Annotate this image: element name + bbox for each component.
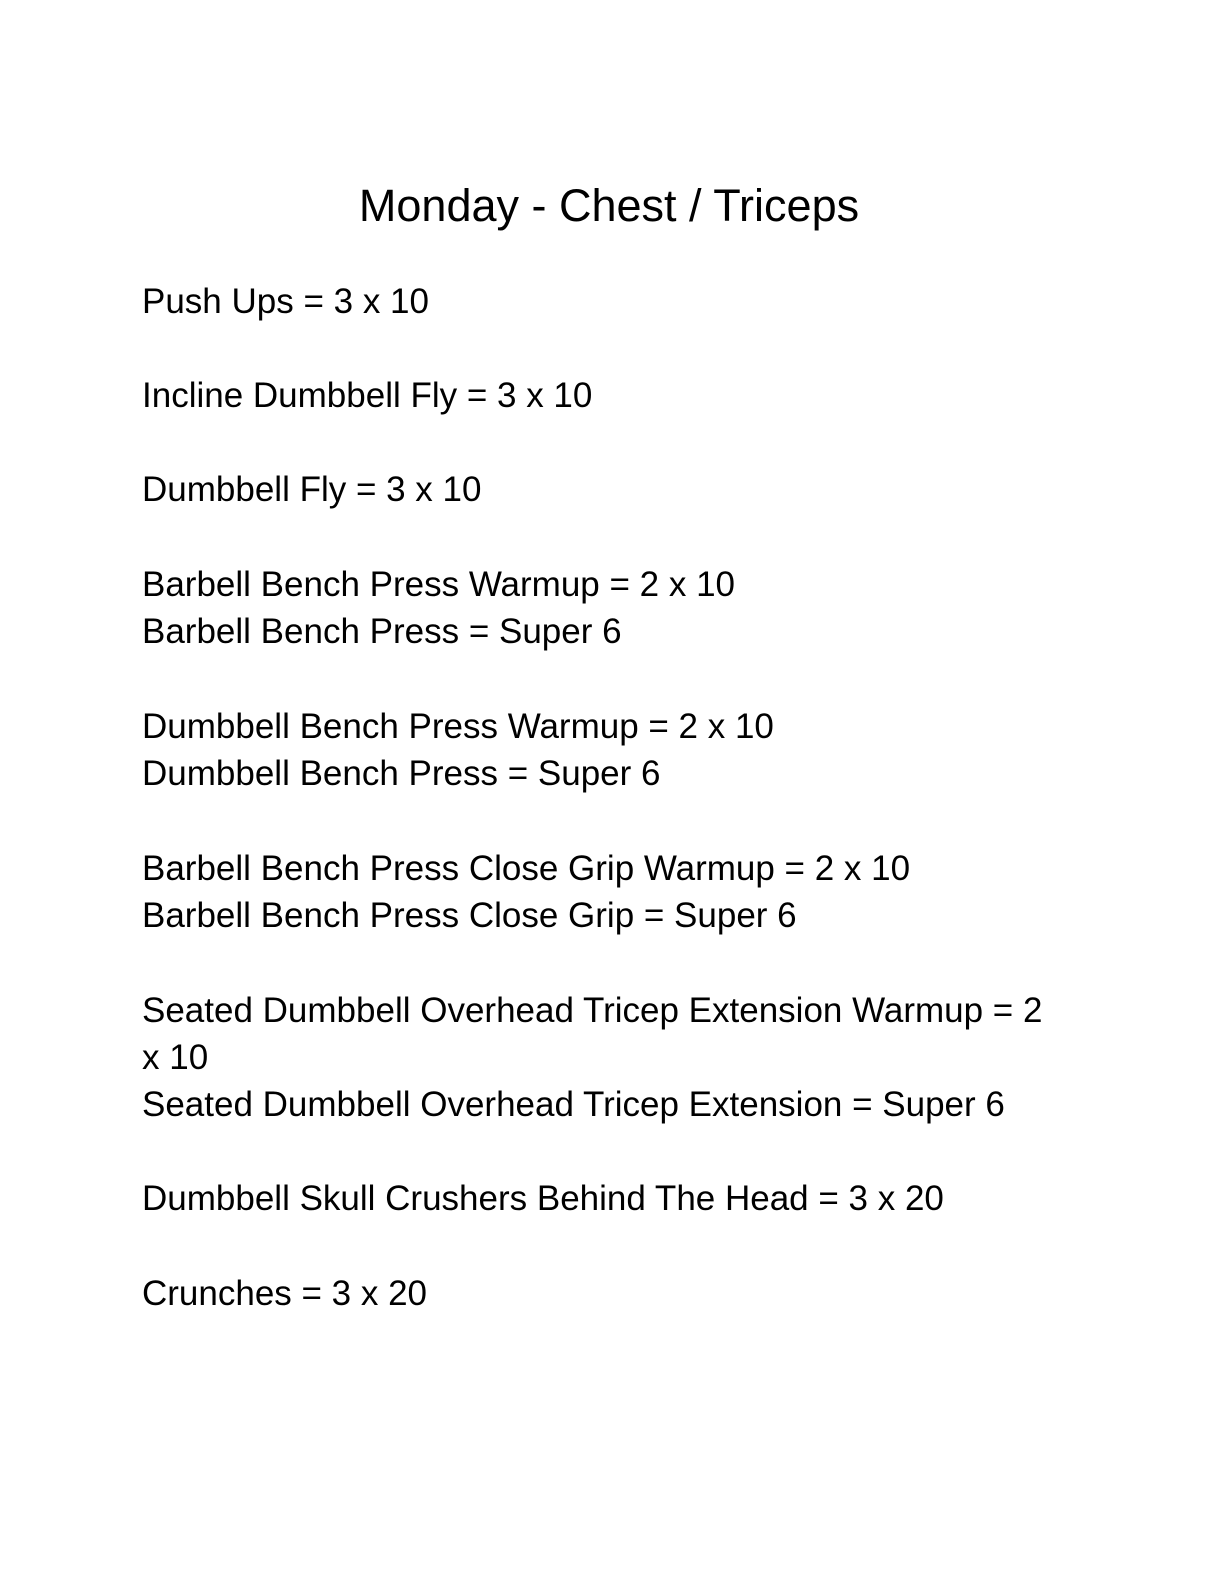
page-title: Monday - Chest / Triceps: [358, 180, 860, 231]
exercise-line-continuation: x 10: [142, 1038, 209, 1077]
exercise-line: Incline Dumbbell Fly = 3 x 10: [142, 376, 593, 415]
exercise-line: Barbell Bench Press Close Grip = Super 6: [142, 896, 797, 935]
exercise-line: Dumbbell Bench Press = Super 6: [142, 754, 661, 793]
exercise-line: Barbell Bench Press Warmup = 2 x 10: [142, 565, 736, 604]
exercise-line: Dumbbell Fly = 3 x 10: [142, 470, 482, 509]
exercise-line: Push Ups = 3 x 10: [142, 282, 429, 321]
exercise-line: Dumbbell Bench Press Warmup = 2 x 10: [142, 707, 774, 746]
exercise-line: Seated Dumbbell Overhead Tricep Extension = Super 6: [142, 1085, 1005, 1124]
exercise-line: Dumbbell Skull Crushers Behind The Head = 3 x 20: [142, 1179, 944, 1218]
exercise-line: Barbell Bench Press = Super 6: [142, 612, 622, 651]
exercise-line: Barbell Bench Press Close Grip Warmup = 2 x 10: [142, 849, 911, 888]
exercise-line: Crunches = 3 x 20: [142, 1274, 428, 1313]
exercise-line: Seated Dumbbell Overhead Tricep Extension Warmup = 2: [142, 991, 1043, 1030]
